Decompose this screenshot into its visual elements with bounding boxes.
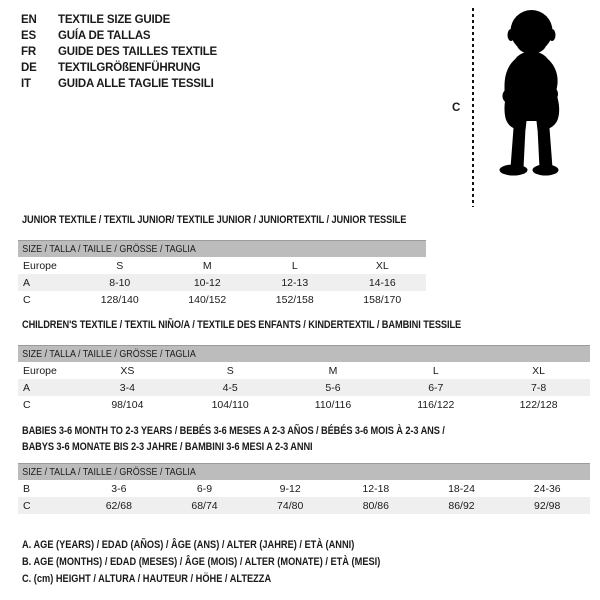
footnote-b: B. AGE (MONTHS) / EDAD (MESES) / ÂGE (MOIS) / ALTER (MONATE) / ETÀ (MESI) (22, 556, 381, 568)
language-row-en (21, 12, 217, 28)
height-cell: 104/110 (211, 398, 249, 411)
height-cell: 152/158 (275, 293, 314, 306)
height-cell: 80/86 (362, 499, 389, 512)
row-label: Europe (23, 364, 57, 377)
guide-title-en: TEXTILE SIZE GUIDE (58, 14, 171, 26)
babies-title-line-1: BABIES 3-6 MONTH TO 2-3 YEARS / BEBÉS 3-6 MESES A 2-3 AÑOS / BÉBÉS 3-6 MOIS À 2-3 ANS / (22, 425, 445, 437)
junior-size-table (18, 240, 426, 308)
table-row-age (18, 274, 426, 291)
age-cell: 7-8 (530, 381, 547, 394)
row-label: B (23, 482, 31, 495)
age-cell: 12-18 (362, 482, 390, 495)
language-code: IT (21, 78, 31, 90)
language-row-it (21, 76, 217, 92)
guide-title-de: TEXTILGRÖßENFÜHRUNG (58, 62, 201, 74)
junior-table-title: JUNIOR TEXTILE / TEXTIL JUNIOR/ TEXTILE JUNIOR / JUNIORTEXTIL / JUNIOR TESSILE (22, 214, 407, 226)
language-row-es (21, 28, 217, 44)
height-cell: 92/98 (534, 499, 561, 512)
size-cell: L (291, 259, 298, 272)
height-cell: 116/122 (417, 398, 455, 411)
size-cell: S (226, 364, 234, 377)
footnote-a: A. AGE (YEARS) / EDAD (AÑOS) / ÂGE (ANS) / ALTER (JAHRE) / ETÀ (ANNI) (22, 539, 355, 551)
language-code: EN (21, 14, 37, 26)
language-code: FR (21, 46, 36, 58)
table-row-age-months (18, 480, 590, 497)
guide-title-fr: GUIDE DES TAILLES TEXTILE (58, 46, 217, 58)
babies-size-table (18, 463, 590, 514)
legend-footnotes (22, 537, 380, 588)
size-cell: S (116, 259, 124, 272)
size-cell: XS (120, 364, 135, 377)
height-cell: 62/68 (105, 499, 132, 512)
size-header-band (18, 463, 590, 480)
age-cell: 6-9 (196, 482, 213, 495)
table-row-height (18, 291, 426, 308)
row-label: C (23, 293, 31, 306)
footnote-c: C. (cm) HEIGHT / ALTURA / HAUTEUR / HÖHE / ALTEZZA (22, 573, 272, 585)
height-cell: 158/170 (363, 293, 402, 306)
age-cell: 5-6 (325, 381, 341, 394)
size-header-label: SIZE / TALLA / TAILLE / GRÖSSE / TAGLIA (22, 243, 196, 255)
row-label: C (23, 499, 31, 512)
language-row-fr (21, 44, 217, 60)
language-row-de (21, 60, 217, 76)
row-label: A (23, 276, 31, 289)
height-measure-dashed-line (472, 8, 474, 207)
age-cell: 4-5 (222, 381, 238, 394)
age-cell: 10-12 (193, 276, 221, 289)
size-cell: M (328, 364, 338, 377)
height-cell: 68/74 (191, 499, 218, 512)
toddler-silhouette-image (479, 8, 585, 208)
table-row-height (18, 497, 590, 514)
size-header-label: SIZE / TALLA / TAILLE / GRÖSSE / TAGLIA (22, 466, 196, 478)
row-label: A (23, 381, 31, 394)
age-cell: 6-7 (428, 381, 444, 394)
babies-title-line-2: BABYS 3-6 MONATE BIS 2-3 JAHRE / BAMBINI 3-6 MESI A 2-3 ANNI (22, 441, 313, 453)
children-table-title: CHILDREN'S TEXTILE / TEXTIL NIÑO/A / TEXTILE DES ENFANTS / KINDERTEXTIL / BAMBINI TESSILE (22, 319, 462, 331)
age-cell: 14-16 (368, 276, 396, 289)
age-cell: 3-4 (119, 381, 135, 394)
age-cell: 3-6 (111, 482, 127, 495)
age-cell: 9-12 (279, 482, 301, 495)
size-cell: L (432, 364, 439, 377)
row-label: Europe (23, 259, 57, 272)
height-cell: 110/116 (314, 398, 352, 411)
row-label: C (23, 398, 31, 411)
size-cell: XL (532, 364, 545, 377)
size-header-label: SIZE / TALLA / TAILLE / GRÖSSE / TAGLIA (22, 348, 196, 360)
guide-title-it: GUIDA ALLE TAGLIE TESSILI (58, 78, 214, 90)
height-cell: 98/104 (111, 398, 144, 411)
height-cell: 86/92 (448, 499, 475, 512)
babies-table-title (22, 423, 445, 455)
age-cell: 8-10 (109, 276, 131, 289)
height-cell: 122/128 (519, 398, 558, 411)
language-code: DE (21, 62, 37, 74)
size-cell: M (202, 259, 212, 272)
table-row-age (18, 379, 590, 396)
height-cell: 74/80 (277, 499, 304, 512)
age-cell: 12-13 (281, 276, 309, 289)
table-row-europe (18, 257, 426, 274)
age-cell: 18-24 (448, 482, 475, 495)
table-row-europe (18, 362, 590, 379)
table-row-height (18, 396, 590, 413)
size-header-band (18, 345, 590, 362)
height-cell: 140/152 (188, 293, 227, 306)
language-code: ES (21, 30, 36, 42)
size-cell: XL (375, 259, 389, 272)
height-cell: 128/140 (100, 293, 139, 306)
guide-title-es: GUÍA DE TALLAS (58, 30, 151, 42)
height-measure-label: C (452, 102, 461, 114)
age-cell: 24-36 (533, 482, 561, 495)
language-title-list (21, 12, 217, 92)
size-header-band (18, 240, 426, 257)
children-size-table (18, 345, 590, 413)
